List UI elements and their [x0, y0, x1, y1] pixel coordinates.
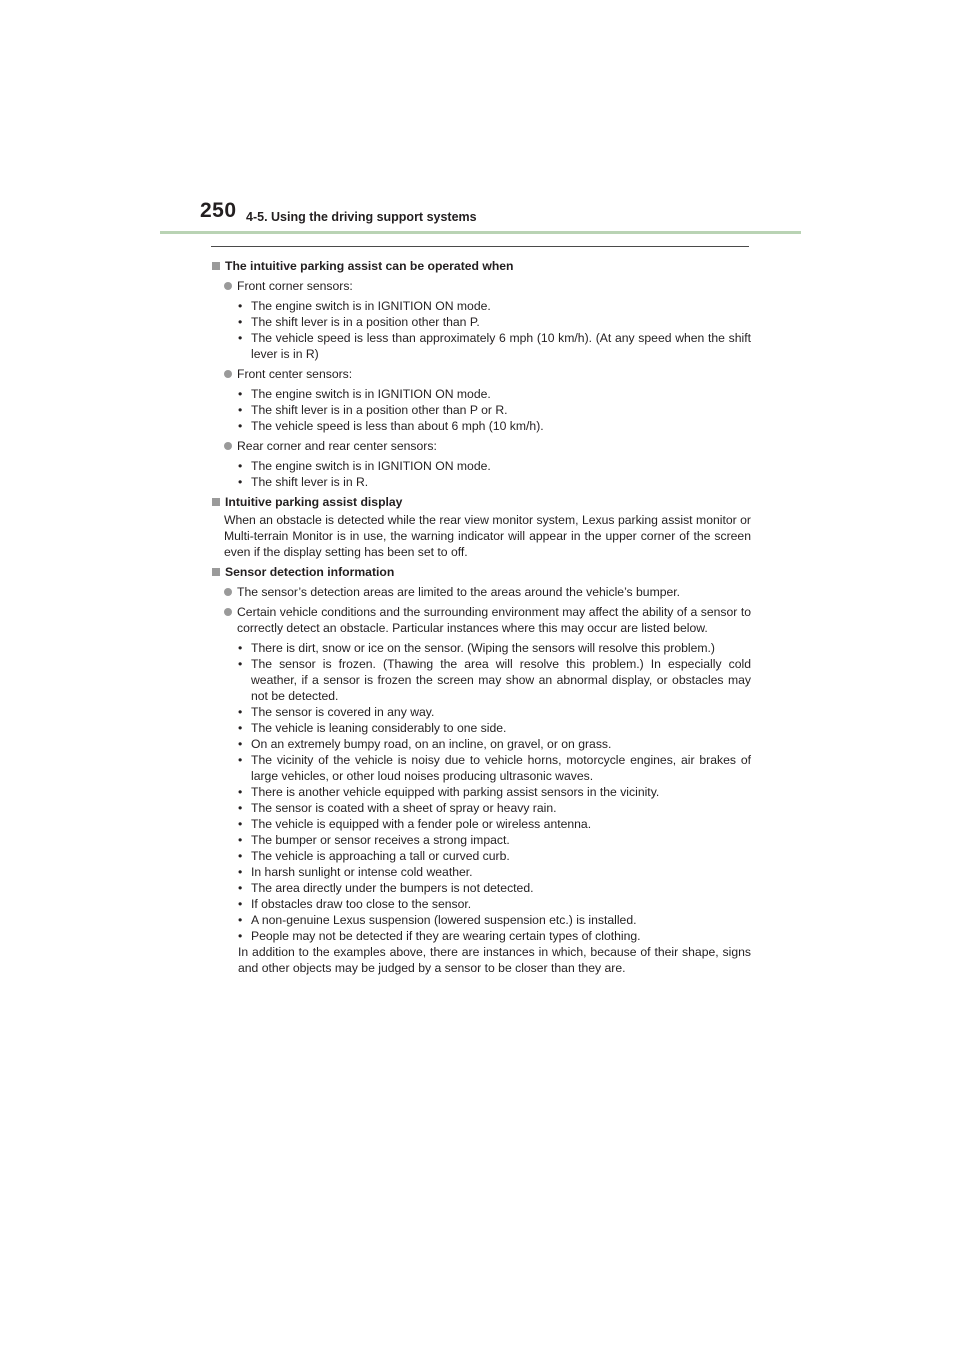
bullet-icon: • [238, 929, 243, 943]
page-number: 250 [200, 199, 237, 222]
bullet-icon: • [238, 475, 243, 489]
display-paragraph: When an obstacle is detected while the rear view monitor system, Lexus parking assist monitor or Multi-terrain Monitor is in use, the warning indicator will appear in the upper corner of the screen even if the display setting has been set to off. [224, 513, 751, 559]
circle-bullet-icon [224, 588, 232, 596]
bullet-icon: • [238, 753, 243, 767]
bullet-icon: • [238, 817, 243, 831]
bullet-icon: • [238, 833, 243, 847]
list-item: • The engine switch is in IGNITION ON mode. [238, 459, 491, 473]
chapter-title: 4-5. Using the driving support systems [246, 210, 477, 224]
section-heading-text: The intuitive parking assist can be operated when [225, 259, 514, 273]
bullet-icon: • [238, 387, 243, 401]
bullet-icon: • [238, 315, 243, 329]
circle-bullet-icon [224, 370, 232, 378]
list-item: • The vehicle is leaning considerably to one side. [238, 721, 507, 735]
bullet-list [238, 458, 751, 490]
group-front-corner-sensors [224, 278, 751, 294]
list-item: • The area directly under the bumpers is not detected. [238, 881, 534, 895]
list-item: • The bumper or sensor receives a strong impact. [238, 833, 510, 847]
bullet-icon: • [238, 865, 243, 879]
bullet-icon: • [238, 459, 243, 473]
bullet-icon: • [238, 737, 243, 751]
group-title: Front corner sensors: [237, 279, 353, 293]
closing-note: In addition to the examples above, there are instances in which, because of their shape, signs and other objects may be judged by a sensor to be closer than they are. [238, 945, 751, 975]
list-item: • There is another vehicle equipped with parking assist sensors in the vicinity. [238, 785, 660, 799]
page-content [211, 258, 751, 976]
list-item: • The sensor is frozen. (Thawing the area will resolve this problem.) In especially cold weather, if a sensor is frozen the screen may show an abnormal display, or obstacles may not be detected. [238, 657, 751, 703]
bullet-icon: • [238, 881, 243, 895]
bullet-icon: • [238, 403, 243, 417]
header-rule [160, 231, 801, 234]
square-bullet-icon [212, 498, 220, 506]
list-item: • There is dirt, snow or ice on the sensor. (Wiping the sensors will resolve this problem.) [238, 641, 715, 655]
detection-area-item: The sensor’s detection areas are limited to the areas around the vehicle’s bumper. [224, 584, 751, 600]
list-item: • On an extremely bumpy road, on an incline, on gravel, or on grass. [238, 737, 612, 751]
section-heading-operating-conditions [211, 258, 751, 274]
bullet-list [238, 386, 751, 434]
content-rule [211, 246, 749, 247]
bullet-icon: • [238, 705, 243, 719]
bullet-icon: • [238, 299, 243, 313]
circle-bullet-icon [224, 442, 232, 450]
conditions-item: Certain vehicle conditions and the surrounding environment may affect the ability of a sensor to correctly detect an obstacle. Particular instances where this may occur are listed below. [224, 604, 751, 636]
bullet-icon: • [238, 913, 243, 927]
list-item: • The vehicle speed is less than approximately 6 mph (10 km/h). (At any speed when the shift lever is in R) [238, 331, 751, 361]
list-item: • A non-genuine Lexus suspension (lowered suspension etc.) is installed. [238, 913, 637, 927]
list-item: • The sensor is covered in any way. [238, 705, 435, 719]
bullet-icon: • [238, 785, 243, 799]
list-item: • The shift lever is in a position other than P. [238, 315, 480, 329]
bullet-icon: • [238, 657, 243, 671]
group-front-center-sensors [224, 366, 751, 382]
section-heading-display [211, 494, 751, 510]
bullet-icon: • [238, 801, 243, 815]
bullet-icon: • [238, 897, 243, 911]
bullet-icon: • [238, 721, 243, 735]
bullet-icon: • [238, 641, 243, 655]
list-item: • If obstacles draw too close to the sensor. [238, 897, 472, 911]
list-item: • The vehicle speed is less than about 6 mph (10 km/h). [238, 419, 544, 433]
group-title: Rear corner and rear center sensors: [237, 439, 437, 453]
list-item: • The shift lever is in R. [238, 475, 369, 489]
conditions-bullet-list [238, 640, 751, 944]
list-item: • The engine switch is in IGNITION ON mode. [238, 299, 491, 313]
circle-bullet-icon [224, 608, 232, 616]
section-heading-text: Intuitive parking assist display [225, 495, 403, 509]
list-item: • In harsh sunlight or intense cold weather. [238, 865, 473, 879]
bullet-icon: • [238, 849, 243, 863]
list-item: • The vehicle is approaching a tall or curved curb. [238, 849, 510, 863]
bullet-list [238, 298, 751, 362]
square-bullet-icon [212, 262, 220, 270]
group-title: Front center sensors: [237, 367, 353, 381]
bullet-icon: • [238, 419, 243, 433]
list-item: • The sensor is coated with a sheet of spray or heavy rain. [238, 801, 557, 815]
list-item: • The vicinity of the vehicle is noisy due to vehicle horns, motorcycle engines, air brakes of large vehicles, or other loud noises producing ultrasonic waves. [238, 753, 751, 783]
square-bullet-icon [212, 568, 220, 576]
list-item: • The engine switch is in IGNITION ON mode. [238, 387, 491, 401]
list-item: • The shift lever is in a position other than P or R. [238, 403, 508, 417]
section-heading-detection-info [211, 564, 751, 580]
list-item: • The vehicle is equipped with a fender pole or wireless antenna. [238, 817, 592, 831]
list-item: • People may not be detected if they are wearing certain types of clothing. [238, 929, 641, 943]
circle-bullet-icon [224, 282, 232, 290]
section-heading-text: Sensor detection information [225, 565, 395, 579]
bullet-icon: • [238, 331, 243, 345]
group-rear-sensors [224, 438, 751, 454]
